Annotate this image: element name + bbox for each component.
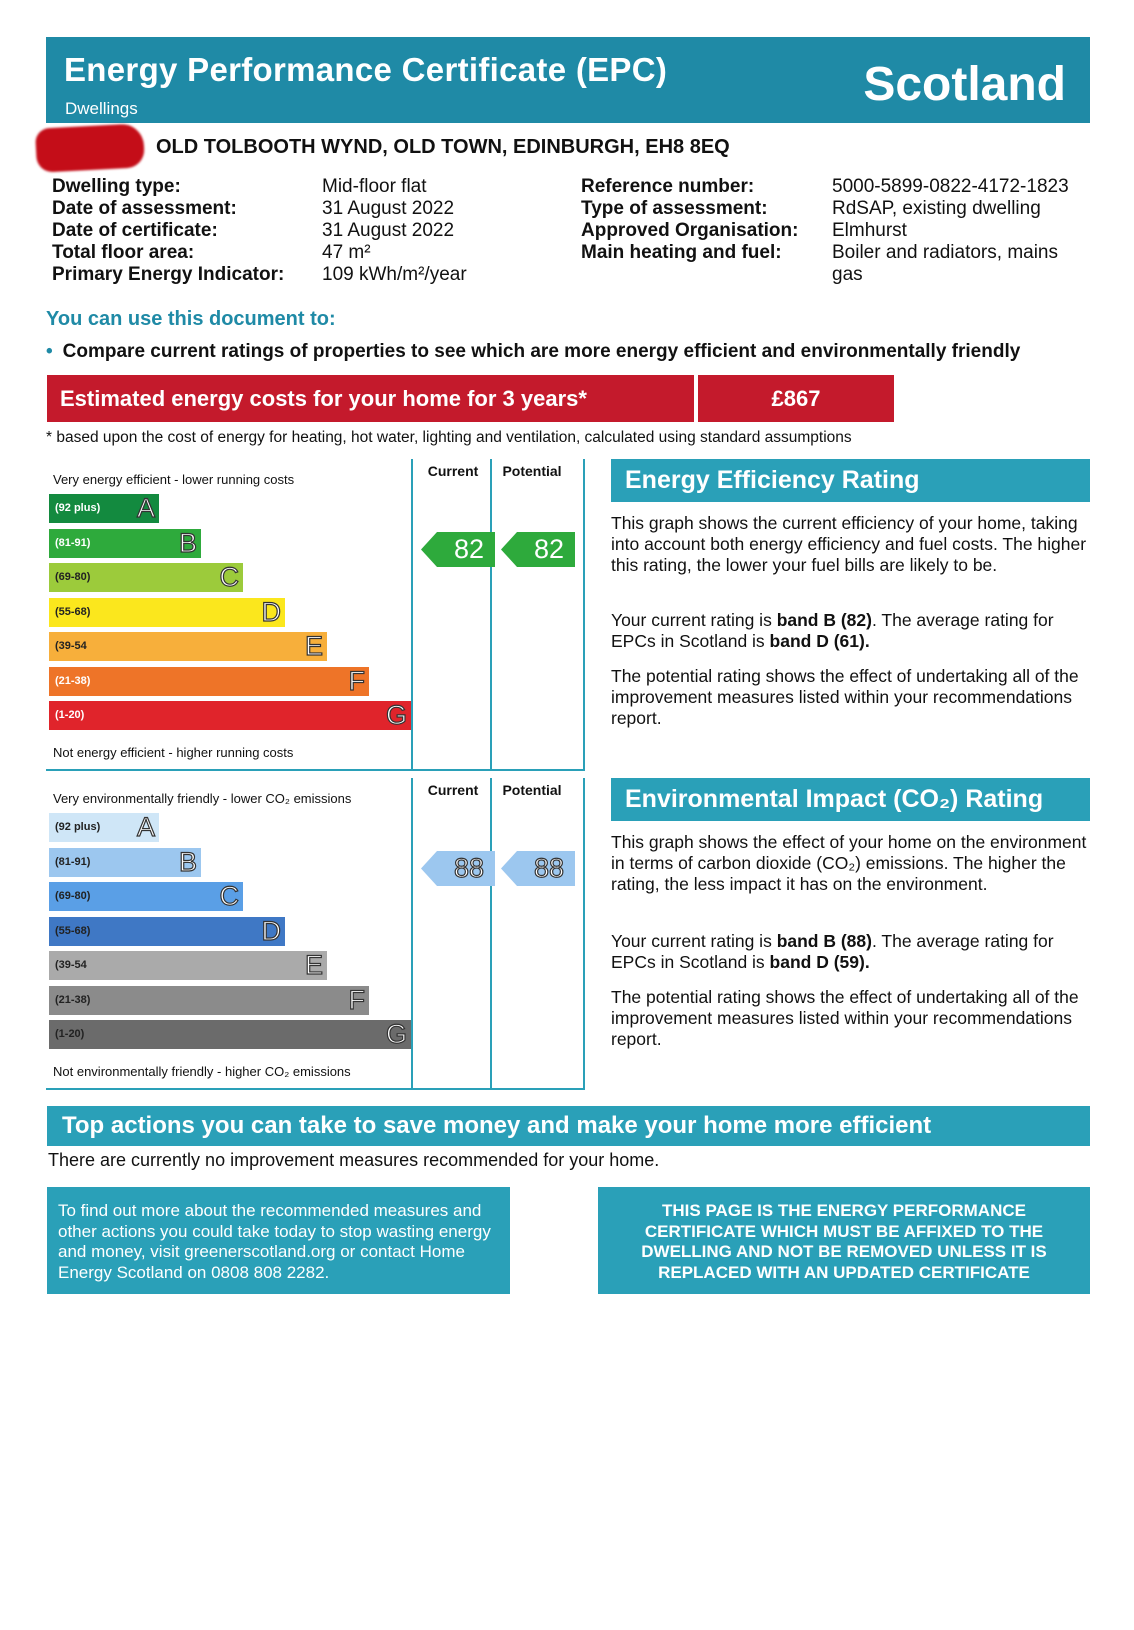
chart-divider [490,778,492,1088]
energy-cost-note: * based upon the cost of energy for heating, hot water, lighting and ventilation, calculated using standard assumptions [46,429,852,446]
band-a [49,813,159,842]
eir-paragraph-1: This graph shows the effect of your home on the environment in terms of carbon dioxide (CO₂) emissions. The higher the rating, the less impact it has on the environment. [611,832,1087,894]
band-g [49,1020,411,1049]
current-rating-arrow [421,851,499,886]
chart-top-label: Very energy efficient - lower running costs [53,472,295,487]
eer-text: Your current rating is [611,610,777,630]
energy-cost-value: £867 [698,375,894,422]
potential-rating-arrow [501,851,579,886]
band-letter: E [304,631,323,661]
band-range-label: (55-68) [55,924,91,937]
eer-paragraph-1: This graph shows the current efficiency of your home, taking into account both energy efficiency and fuel costs. The higher this rating, the lower your fuel bills are likely to be. [611,513,1087,575]
eir-text: . The average rating for EPCs in Scotland is [611,931,1054,972]
detail-label: Main heating and fuel: [581,242,782,263]
eer-average-band: band D (61). [769,631,870,651]
detail-row [52,220,455,242]
band-letter: G [385,1019,407,1049]
use-bullet: • Compare current ratings of properties to see which are more energy efficient and environmentally friendly [46,341,1021,362]
band-letter: D [261,915,281,946]
eer-text: . The average rating for EPCs in Scotland is [611,610,1054,651]
potential-column-header: Potential [502,463,562,479]
potential-rating-value: 88 [533,852,565,883]
affix-notice-box [598,1187,1090,1294]
band-range-label: (92 plus) [55,502,101,514]
top-actions-heading-text: Top actions you can take to save money and make your home more efficient [62,1112,932,1139]
band-e [49,632,327,661]
certificate-title: Energy Performance Certificate (EPC) [64,51,668,88]
band-range-label: (81-91) [55,536,91,549]
environmental-impact-heading-text: Environmental Impact (CO₂) Rating [625,785,1044,813]
detail-value: 109 kWh/m²/year [322,264,467,285]
detail-row [52,198,455,220]
detail-label: Dwelling type: [52,176,181,197]
band-d [49,917,285,946]
chart-divider [490,459,492,769]
use-heading: You can use this document to: [46,308,336,330]
band-range-label: (39-54 [55,640,87,652]
chart-bottom-label: Not environmentally friendly - higher CO₂ emissions [53,1064,351,1079]
detail-row [581,176,1069,198]
eir-paragraph-2 [611,931,1089,973]
environmental-impact-heading [611,778,1090,821]
band-c [49,563,243,592]
current-column-header: Current [427,463,479,479]
band-range-label: (81-91) [55,855,91,868]
eer-paragraph-3: The potential rating shows the effect of undertaking all of the improvement measures listed within your recommendations report. [611,666,1079,728]
band-g [49,701,411,730]
chart-bottom-label: Not energy efficient - higher running costs [53,745,294,760]
band-e [49,951,327,980]
band-letter: A [136,812,155,842]
environmental-impact-chart [46,778,585,1090]
band-b [49,529,201,558]
energy-efficiency-heading [611,459,1090,502]
band-letter: B [178,846,197,877]
chart-divider [411,778,413,1088]
detail-label: Approved Organisation: [581,220,799,241]
eir-average-band: band D (59). [769,952,870,972]
band-range-label: (55-68) [55,605,91,618]
band-c [49,882,243,911]
eer-paragraph-2 [611,610,1089,652]
redaction-mark [35,123,145,173]
band-letter: G [385,700,407,730]
current-rating-arrow [421,532,499,567]
detail-value: Mid-floor flat [322,176,427,197]
detail-row [52,242,371,264]
chart-top-label: Very environmentally friendly - lower CO₂ emissions [53,791,352,806]
use-bullet-text: Compare current ratings of properties to see which are more energy efficient and environmentally friendly [62,341,1021,362]
band-range-label: (21-38) [55,993,91,1006]
detail-label: Total floor area: [52,242,195,263]
detail-value: RdSAP, existing dwelling [832,198,1041,219]
band-letter: F [348,984,365,1015]
detail-row [52,264,467,286]
band-range-label: (39-54 [55,959,87,971]
find-out-more-text: To find out more about the recommended measures and other actions you could take today to stop wasting energy and money, visit greenerscotland.org or contact Home Energy Scotland on 0808 808 2282. [58,1201,491,1282]
certificate-subtitle: Dwellings [65,99,138,118]
detail-value: Elmhurst [832,220,907,241]
current-column-header: Current [427,782,479,798]
energy-cost-bar [47,375,694,422]
detail-label: Primary Energy Indicator: [52,264,285,285]
no-measures-text: There are currently no improvement measures recommended for your home. [48,1150,660,1170]
eer-current-band: band B (82) [776,610,872,630]
band-b [49,848,201,877]
eir-paragraph-3: The potential rating shows the effect of undertaking all of the improvement measures listed within your recommendations report. [611,987,1079,1049]
band-range-label: (69-80) [55,890,91,902]
band-range-label: (69-80) [55,571,91,583]
detail-row [581,242,1058,285]
detail-value: Boiler and radiators, mains gas [832,242,1058,285]
potential-rating-arrow [501,532,579,567]
energy-efficiency-chart [46,459,585,771]
band-letter: E [304,950,323,980]
detail-label: Reference number: [581,176,755,197]
band-letter: A [136,493,155,523]
detail-row [581,198,1041,220]
band-a [49,494,159,523]
detail-value: 5000-5899-0822-4172-1823 [832,176,1069,197]
detail-row [581,220,907,242]
band-range-label: (21-38) [55,674,91,687]
detail-label: Date of certificate: [52,220,218,241]
band-letter: F [348,665,365,696]
current-rating-value: 88 [453,852,485,883]
detail-value: 47 m² [322,242,371,263]
band-range-label: (1-20) [55,709,85,721]
current-rating-value: 82 [453,533,485,564]
band-range-label: (1-20) [55,1028,85,1040]
band-letter: C [219,562,239,592]
energy-cost-label: Estimated energy costs for your home for 3 years* [60,386,587,411]
band-d [49,598,285,627]
energy-efficiency-heading-text: Energy Efficiency Rating [625,466,920,494]
detail-label: Type of assessment: [581,198,768,219]
potential-column-header: Potential [502,782,562,798]
top-actions-heading [47,1106,1090,1146]
band-range-label: (92 plus) [55,821,101,833]
property-address: OLD TOLBOOTH WYND, OLD TOWN, EDINBURGH, EH8 8EQ [156,136,730,158]
certificate-header [46,37,1090,123]
chart-divider [411,459,413,769]
band-f [49,986,369,1015]
potential-rating-value: 82 [533,533,565,564]
country-label: Scotland [863,58,1066,111]
detail-label: Date of assessment: [52,198,237,219]
band-letter: B [178,527,197,558]
band-letter: C [219,881,239,911]
band-f [49,667,369,696]
affix-notice-text: THIS PAGE IS THE ENERGY PERFORMANCE CERTIFICATE WHICH MUST BE AFFIXED TO THE DWELLING AND NOT BE REMOVED UNLESS IT IS REPLACED WITH AN UPDATED CERTIFICATE [641,1201,1047,1282]
eir-text: Your current rating is [611,931,777,951]
find-out-more-box [47,1187,510,1294]
detail-value: 31 August 2022 [322,220,455,241]
detail-value: 31 August 2022 [322,198,455,219]
detail-row [52,176,427,198]
band-letter: D [261,596,281,627]
eir-current-band: band B (88) [776,931,872,951]
